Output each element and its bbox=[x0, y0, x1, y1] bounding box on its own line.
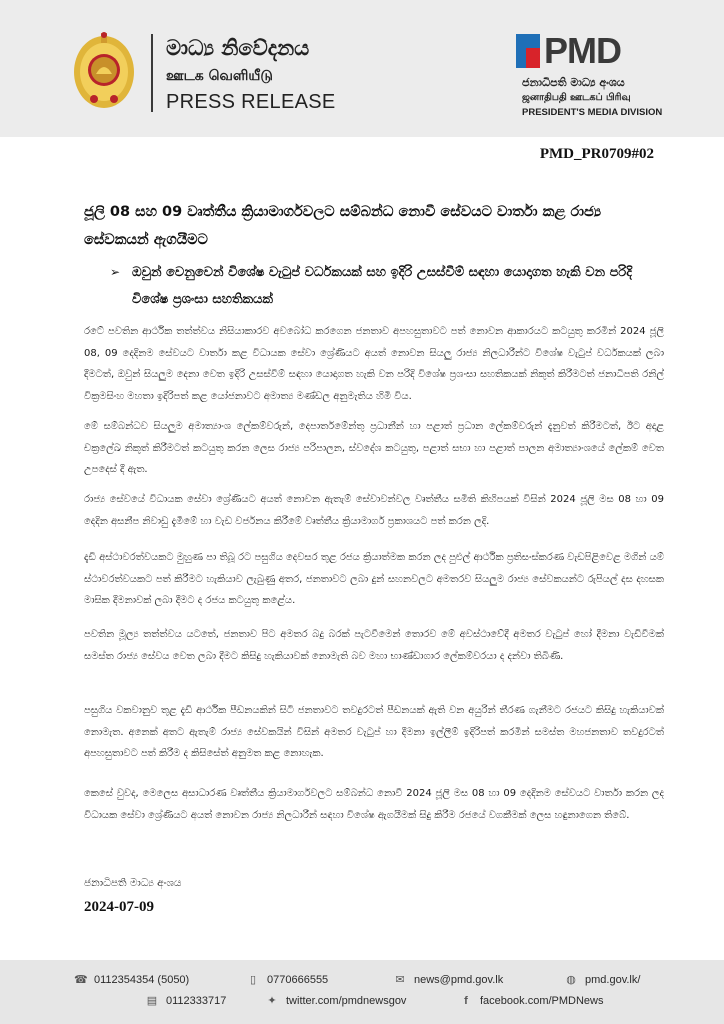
header-band bbox=[0, 0, 724, 137]
sub-heading bbox=[110, 259, 666, 313]
footer-email-text: news@pmd.gov.lk bbox=[414, 974, 504, 986]
title-english: PRESS RELEASE bbox=[166, 91, 336, 113]
footer-twitter[interactable] bbox=[266, 995, 406, 1007]
globe-icon: ◍ bbox=[566, 974, 576, 986]
footer-website[interactable] bbox=[565, 974, 640, 986]
sub-heading-text: ඔවුන් වෙනුවෙන් විශේෂ වැටුප් වර්ධකයක් සහ ඉදිරි උසස්වීම් සඳහා යොදාගත හැකි වන පරිදි විශේෂ ප්‍රශංසා සහතිකයක් bbox=[132, 265, 633, 307]
footer-phone-text: 0112354354 (5050) bbox=[94, 974, 190, 986]
footer-facebook[interactable] bbox=[460, 995, 604, 1007]
footer-website-text: pmd.gov.lk/ bbox=[585, 974, 641, 986]
arrow-bullet-icon: ➢ bbox=[110, 265, 121, 279]
signature-office: ජනාධිපති මාධ්‍ය අංශය bbox=[84, 877, 182, 889]
phone-icon: ☎ bbox=[74, 974, 88, 986]
body-paragraph-1: රටේ පවතින ආර්ථික තත්ත්වය නිසියාකාරව අවබෝධ කරගෙන ජනතාව අපහසුතාවට පත් නොවන ආකාරයට කටයුතු කරමින් 2024 ජූලි 08, 09 දෙදිනම සේවයට වාර්තා කළ විධායක සේවා ශ්‍රේණියට අයත් නොවන සියලු රාජ්‍ය නිලධාරීන්ට විශේෂ වැටුප් වර්ධකයක් ලබා දීමටත්, ඔවුන් සියලුම දෙනා වෙත ඉදිරි උසස්වීම් සඳහා යොදාගත හැකි වන පරිදි විශේෂ ප්‍රශංසා සහතිකයක් නිකුත් කිරීමටත් ජනාධිපති රනිල් වික්‍රමසිංහ මහතා ඉදිරිපත් කළ යෝජනාවට අමාත්‍ය මණ්ඩල අනුමැතිය හිමි විය. bbox=[84, 326, 664, 402]
footer-band bbox=[0, 960, 724, 1024]
title-tamil: ஊடக வெளியீடு bbox=[166, 68, 273, 84]
mobile-icon: ▯ bbox=[249, 974, 257, 986]
department-english: PRESIDENT'S MEDIA DIVISION bbox=[522, 107, 663, 118]
footer-fax-text: 0112333717 bbox=[166, 995, 227, 1007]
reference-number: PMD_PR0709#02 bbox=[539, 146, 654, 162]
department-tamil: ஜனாதிபதி ஊடகப் பிரிவு bbox=[522, 92, 631, 103]
footer-phone[interactable] bbox=[74, 974, 189, 986]
facebook-icon: f bbox=[464, 995, 468, 1007]
email-icon: ✉ bbox=[395, 974, 405, 986]
body-paragraph-3: රාජ්‍ය සේවයේ විධායක සේවා ශ්‍රේණියට අයත් නොවන ඇතැම් සේවාවන්වල වෘත්තීය සමිති කිහිපයක් විසින් 2024 ජූලි මස 08 හා 09 දෙදින අසනීප නිවාඩු දැමීමේ හා වැඩ වර්ජනය කිරීමේ වෘත්තීය ක්‍රියාමාර්ග ප්‍රකාශයට පත් කරන ලදි. bbox=[84, 494, 664, 527]
footer-twitter-text: twitter.com/pmdnewsgov bbox=[286, 995, 407, 1007]
body-paragraph-5: පවතින මූල්‍ය තත්ත්වය යටතේ, ජනතාව පිට අමතර බදු බරක් පැටවීමෙන් තොරව මේ අවස්ථාවේදී අමතර වැටුප් හෝ දීමනා වැඩිවීමක් සමස්ත රාජ්‍ය සේවය වෙත ලබා දීමට කිසිදු හැකියාවක් නොමැති බව මහා භාණ්ඩාගාර ලේකම්වරයා ද දන්වා තිබිණි. bbox=[84, 629, 664, 662]
body-paragraph-7: කෙසේ වුවද, මෙලෙස අසාධාරණ වෘත්තීය ක්‍රියාමාර්ගවලට සම්බන්ධ නොවී 2024 ජූලි මස 08 හා 09 දෙදිනම සේවයට වාර්තා කරන ලද විධායක සේවා ශ්‍රේණියට අයත් නොවන රාජ්‍ය නිලධාරීන් සඳහා විශේෂ ඇගයීමක් සිදු කිරීම රජයේ වගකීමක් ලෙස හඳුනාගෙන තිබේ. bbox=[84, 788, 664, 821]
department-sinhala: ජනාධිපති මාධ්‍ය අංශය bbox=[522, 76, 625, 89]
footer-fax[interactable] bbox=[146, 995, 226, 1007]
pmd-logo bbox=[516, 30, 646, 72]
footer-facebook-text: facebook.com/PMDNews bbox=[480, 995, 604, 1007]
pmd-logo-text: PMD bbox=[544, 30, 621, 71]
press-release-heading: ජූලි 08 සහ 09 වෘත්තීය ක්‍රියාමාර්ගවලට සම්බන්ධ නොවී සේවයට වාර්තා කළ රාජ්‍ය සේවකයන් ඇගයීමට bbox=[84, 204, 602, 248]
footer-mobile-text: 0770666555 bbox=[267, 974, 329, 986]
twitter-icon: ✦ bbox=[267, 995, 277, 1007]
body-paragraph-4: දැඩි අස්ථාවරත්වයකට මුහුණ පා තිබූ රට පසුගිය දෙවසර තුළ රජය ක්‍රියාත්මක කරන ලද පුළුල් ආර්ථික ප්‍රතිසංස්කරණ වැඩපිළිවෙළ මගින් යම් ස්ථාවරත්වයකට පත් කිරීමට හැකියාව ලැබුණු අතර, ජනතාවට ලබා දුන් සහනවලට අමතරව සියලුම රාජ්‍ය සේවකයන්ට රුපියල් දස දහසක මාසික දීමනාවක් ලබා දීමට ද රජය කටයුතු කළේය. bbox=[84, 552, 664, 606]
footer-email[interactable] bbox=[394, 974, 503, 986]
release-date: 2024-07-09 bbox=[84, 899, 154, 915]
pmd-logo-red-block bbox=[526, 48, 540, 68]
body-paragraph-6: පසුගිය වකවානුව තුළ දැඩි ආර්ථික පීඩනයකින් සිටි ජනතාවට තවදුරටත් පීඩනයක් ඇති වන අයුරින් තීරණ ගැනීමට රජයට කිසිදු හැකියාවක් නොමැත. අනෙක් අතට ඇතැම් රාජ්‍ය සේවකයින් විසින් අමතර වැටුප් හා දීමනා ඉල්ලීම් ඉදිරිපත් කරමින් සමස්ත මහජනතාව තවදුරටත් අපහසුතාවට පත් කිරීම ද කිසිසේත් අනුමත කළ නොහැක. bbox=[84, 705, 664, 759]
fax-icon: ▤ bbox=[146, 995, 158, 1007]
sri-lanka-emblem-icon bbox=[72, 30, 136, 110]
footer-mobile[interactable] bbox=[247, 974, 328, 986]
header-divider bbox=[151, 34, 153, 112]
body-paragraph-2: මේ සම්බන්ධව සියලුම අමාත්‍යාංශ ලේකම්වරුන්, දෙපාර්තමේන්තු ප්‍රධානීන් හා පළාත් ප්‍රධාන ලේකම්වරුන් දැනුවත් කිරීමටත්, ඊට අදාළ චක්‍රලේඛ නිකුත් කිරීමටත් කටයුතු කරන ලෙස රාජ්‍ය පරිපාලන, ස්වදේශ කටයුතු, පළාත් සභා හා පළාත් පාලන අමාත්‍යාංශයේ ලේකම් වෙත උපදෙස් දී ඇත. bbox=[84, 421, 664, 475]
title-sinhala: මාධ්‍ය නිවේදනය bbox=[166, 36, 310, 60]
